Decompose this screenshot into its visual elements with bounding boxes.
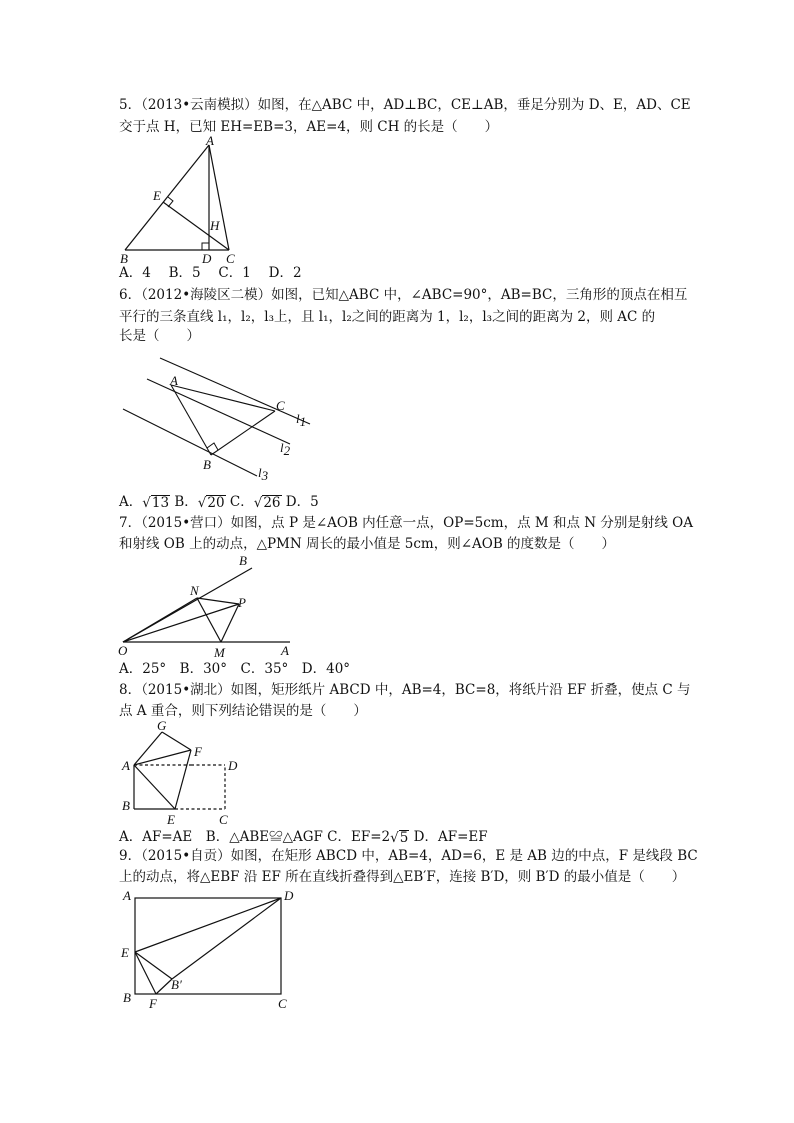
segment-nm (197, 598, 221, 642)
label-e: E (153, 188, 161, 203)
line-l1 (160, 358, 310, 424)
label-f: F (194, 744, 202, 759)
question-8-fold-figure (115, 718, 250, 826)
label-a: A (122, 758, 130, 773)
sqrt-20 (198, 494, 226, 512)
question-6-text-line-2: 平行的三条直线 l₁，l₂，l₃上，且 l₁，l₂之间的距离为 1，l₂，l₃之间的距离为 2，则 AC 的 (119, 309, 656, 325)
segment-op (123, 604, 239, 642)
question-6-text-line-3: 长是（ ） (119, 328, 200, 344)
radical-sign: √ (253, 494, 263, 511)
label-b: B (239, 553, 247, 568)
label-c: C (219, 812, 228, 826)
side-ac (209, 145, 229, 250)
question-7-angle-figure (115, 551, 300, 659)
label-e: E (121, 945, 129, 960)
question-9-text-line-1: 9．（2015•自贡）如图，在矩形 ABCD 中，AB=4，AD=6，E 是 AB 边的中点，F 是线段 BC (119, 848, 698, 864)
question-9-text-line-2: 上的动点，将△EBF 沿 EF 所在直线折叠得到△EB′F，连接 B′D，则 B′D 的最小值是（ ） (119, 869, 686, 885)
right-angle-mark-d (202, 243, 209, 250)
label-a: A (281, 643, 289, 658)
side-ag (134, 732, 162, 765)
label-o: O (118, 643, 128, 658)
sqrt-5 (390, 829, 409, 847)
options-after-radical: D．AF=EF (409, 829, 488, 845)
option-b-prefix: B． (174, 494, 198, 510)
radicand-5: 5 (399, 829, 409, 846)
option-c-prefix: C． (229, 494, 254, 510)
label-l2: l2 (280, 440, 291, 458)
radical-sign: √ (390, 829, 399, 846)
label-b: B (203, 457, 211, 472)
side-gf (162, 732, 191, 750)
fold-line-ef (135, 952, 156, 994)
right-angle-mark-b (207, 443, 218, 450)
radicand-20: 20 (207, 494, 225, 511)
question-7-text-line-2: 和射线 OB 上的动点，△PMN 周长的最小值是 5cm，则∠AOB 的度数是（ ） (119, 536, 616, 552)
label-d: D (202, 251, 212, 266)
segment-on (123, 598, 197, 642)
question-7-options: A．25° B．30° C．35° D．40° (119, 661, 351, 677)
label-p: P (238, 595, 246, 610)
label-d: D (228, 758, 238, 773)
label-h: H (210, 218, 220, 233)
label-a: A (123, 888, 131, 903)
label-g: G (157, 718, 167, 733)
question-6-text-line-1: 6．（2012•海陵区二模）如图，已知△ABC 中，∠ABC=90°，AB=BC，三角形的顶点在相互 (119, 287, 688, 303)
label-b-prime: B′ (171, 977, 182, 992)
question-5-text-line-2: 交于点 H，已知 EH=EB=3，AE=4，则 CH 的长是（ ） (119, 119, 499, 135)
side-ab (125, 145, 209, 250)
label-b: B (120, 251, 128, 266)
label-a: A (170, 373, 178, 388)
question-5-options: A．4 B．5 C．1 D．2 (119, 265, 302, 281)
segment-b-prime-d (172, 898, 281, 979)
side-ac (171, 385, 275, 411)
question-5-text-line-1: 5．（2013•云南模拟）如图，在△ABC 中，AD⊥BC，CE⊥AB，垂足分别为 D、E，AD、CE (119, 97, 691, 113)
right-angle-mark-e (168, 197, 173, 207)
fold-line-fe (175, 750, 191, 809)
side-ab (171, 385, 211, 455)
question-6-options (119, 493, 319, 512)
radical-sign: √ (197, 494, 207, 511)
label-a: A (206, 136, 214, 148)
label-c: C (276, 398, 285, 413)
label-d: D (284, 888, 294, 903)
radicand-26: 26 (263, 494, 281, 511)
radicand-13: 13 (151, 494, 170, 511)
sqrt-13 (142, 494, 170, 512)
question-8-options (119, 828, 488, 847)
label-f: F (149, 996, 157, 1011)
question-6-parallel-lines-figure (115, 352, 315, 490)
option-d: D．5 (285, 494, 319, 510)
label-c: C (226, 251, 235, 266)
question-8-text-line-1: 8．（2015•湖北）如图，矩形纸片 ABCD 中，AB=4，BC=8，将纸片沿 EF 折叠，使点 C 与 (119, 682, 691, 698)
segment-af (134, 750, 191, 765)
label-c: C (278, 996, 287, 1011)
question-9-rectangle-figure (115, 886, 305, 1012)
segment-np (197, 598, 239, 604)
label-m: M (214, 645, 225, 659)
options-before-radical: A．AF=AE B．△ABE≌△AGF C．EF=2 (119, 829, 391, 845)
question-5-triangle-figure (115, 136, 245, 268)
question-8-text-line-2: 点 A 重合，则下列结论错误的是（ ） (119, 703, 367, 719)
label-n: N (190, 583, 199, 598)
label-l1: l1 (296, 411, 307, 429)
sqrt-26 (254, 494, 282, 512)
label-e: E (167, 812, 175, 826)
line-l2 (147, 379, 290, 444)
segment-fb-prime (156, 979, 172, 994)
label-b: B (122, 798, 130, 813)
option-a-prefix: A． (119, 494, 143, 510)
segment-pm (221, 604, 239, 642)
segment-ae (134, 765, 175, 809)
segment-eb-prime (135, 952, 172, 979)
radical-sign: √ (142, 494, 151, 511)
label-b: B (123, 990, 131, 1005)
segment-ed (135, 898, 281, 952)
rectangle-abcd (135, 898, 281, 994)
label-l3: l3 (258, 465, 269, 483)
question-7-text-line-1: 7．（2015•营口）如图，点 P 是∠AOB 内任意一点，OP=5cm，点 M 和点 N 分别是射线 OA (119, 515, 693, 531)
